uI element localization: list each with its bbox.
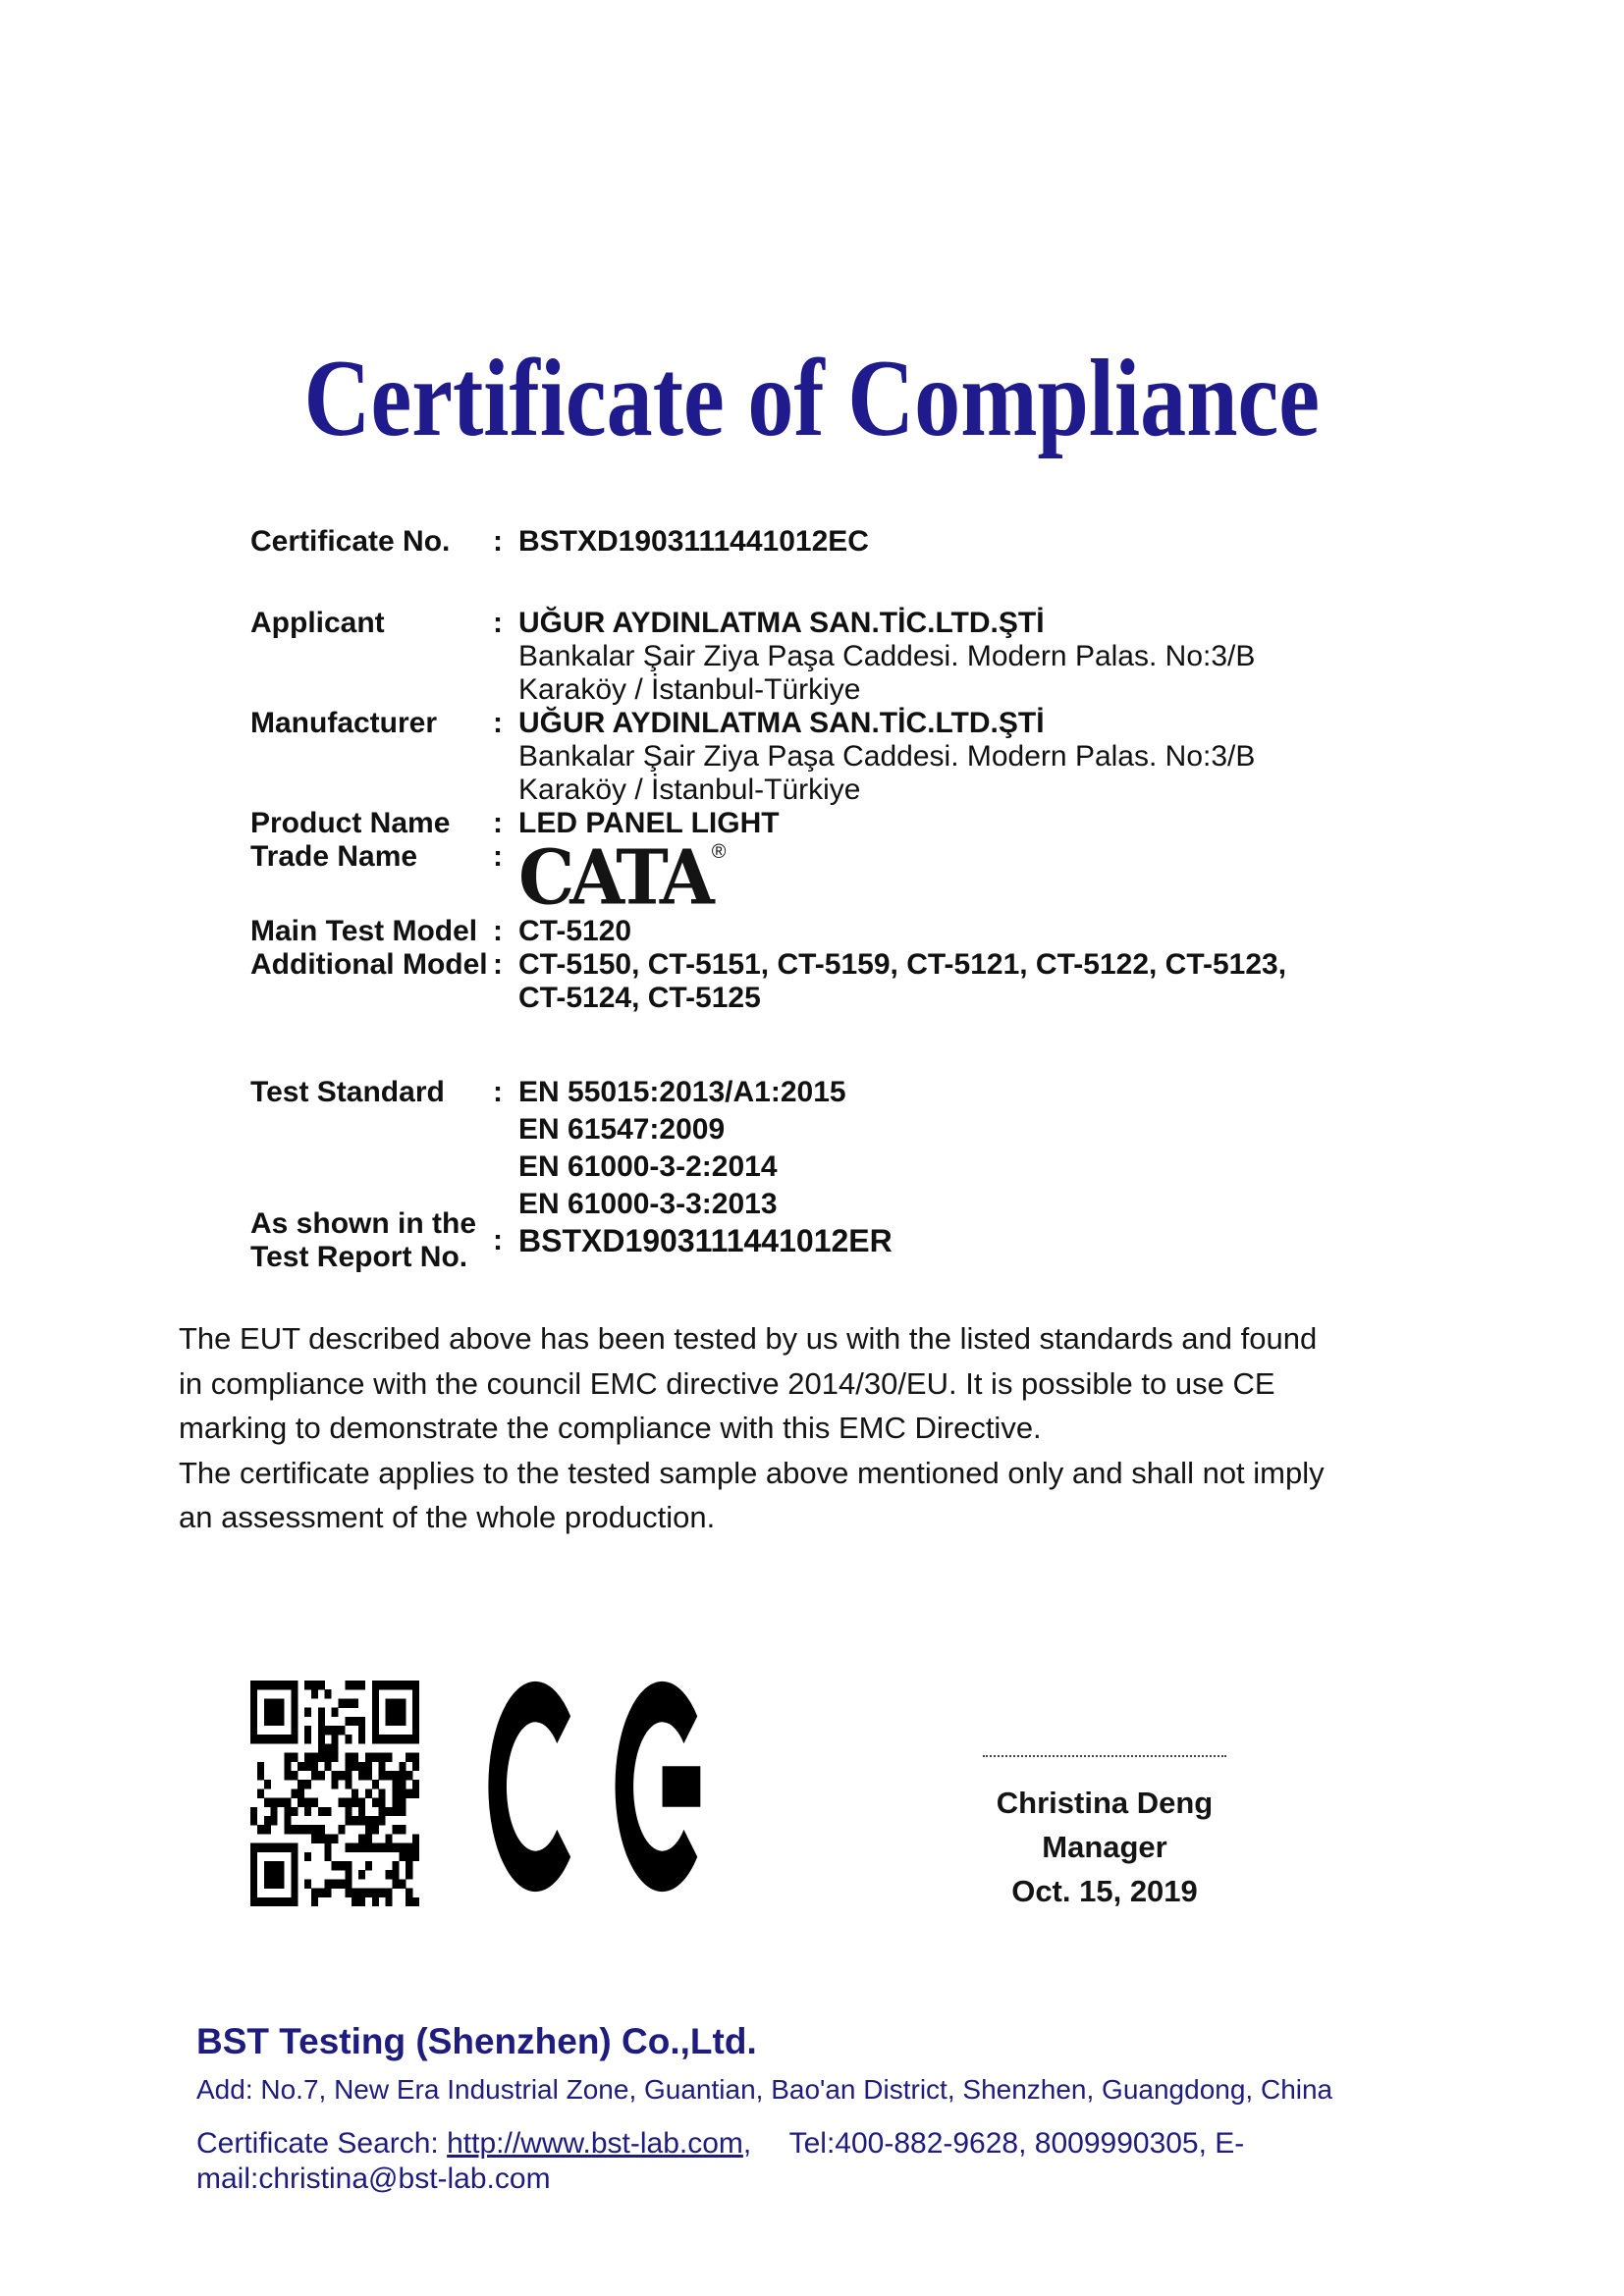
- trade-name-label: Trade Name: [250, 840, 418, 873]
- manufacturer-address-1: Bankalar Şair Ziya Paşa Caddesi. Modern Palas. No:3/B: [518, 740, 1256, 773]
- row-applicant: [250, 607, 1468, 707]
- additional-model-label: Additional Model: [250, 948, 488, 981]
- certificate-no-value: BSTXD1903111441012EC: [518, 525, 869, 558]
- test-report-label-line-2: Test Report No.: [250, 1241, 468, 1273]
- test-standard-label: Test Standard: [250, 1076, 445, 1108]
- compliance-statement: [179, 1316, 1514, 1540]
- statement-line: The EUT described above has been tested by us with the listed standards and found: [179, 1321, 1318, 1356]
- colon: :: [493, 807, 503, 839]
- additional-model-line-2: CT-5124, CT-5125: [518, 982, 761, 1014]
- row-test-report-no: [250, 1207, 1468, 1274]
- qr-code: [250, 1681, 419, 1906]
- statement-line: The certificate applies to the tested sample above mentioned only and shall not imply: [179, 1455, 1325, 1490]
- colon: :: [493, 840, 503, 873]
- page-title-wrap: [0, 338, 1624, 459]
- product-name-value: LED PANEL LIGHT: [518, 807, 780, 839]
- manufacturer-name: UĞUR AYDINLATMA SAN.TİC.LTD.ŞTİ: [518, 707, 1045, 739]
- test-standard-4: EN 61000-3-3:2013: [518, 1188, 778, 1220]
- certificate-search-link[interactable]: http://www.bst-lab.com: [447, 2127, 743, 2160]
- footer-company-name: BST Testing (Shenzhen) Co.,Ltd.: [196, 2021, 757, 2061]
- signature-block: [933, 1755, 1276, 1913]
- signature-date: Oct. 15, 2019: [1011, 1874, 1198, 1908]
- certificate-search-label: Certificate Search:: [196, 2127, 439, 2160]
- row-additional-model: [250, 948, 1468, 1015]
- cata-logo: [518, 832, 727, 922]
- signature-dotted-line: [983, 1755, 1226, 1757]
- row-main-test-model: [250, 915, 1468, 948]
- colon: :: [493, 607, 503, 639]
- registered-trademark-icon: ®: [711, 841, 727, 863]
- colon: :: [493, 525, 503, 558]
- statement-line: an assessment of the whole production.: [179, 1500, 716, 1534]
- certificate-no-label: Certificate No.: [250, 525, 451, 558]
- colon: :: [493, 948, 503, 981]
- row-trade-name: [250, 832, 1468, 922]
- footer-address: Add: No.7, New Era Industrial Zone, Guantian, Bao'an District, Shenzhen, Guangdong, China: [196, 2074, 1333, 2105]
- row-product-name: [250, 807, 1468, 840]
- colon: :: [493, 915, 503, 947]
- main-test-model-label: Main Test Model: [250, 915, 478, 947]
- test-report-label: [250, 1207, 493, 1274]
- test-standard-1: EN 55015:2013/A1:2015: [518, 1076, 846, 1108]
- product-name-label: Product Name: [250, 807, 451, 839]
- row-certificate-no: [250, 525, 1468, 559]
- applicant-label: Applicant: [250, 607, 385, 639]
- applicant-address-2: Karaköy / İstanbul-Türkiye: [518, 673, 861, 706]
- colon: :: [493, 1224, 503, 1256]
- main-test-model-value: CT-5120: [518, 915, 632, 947]
- test-standard-3: EN 61000-3-2:2014: [518, 1150, 778, 1183]
- qr-code-icon: [250, 1681, 419, 1906]
- applicant-name: UĞUR AYDINLATMA SAN.TİC.LTD.ŞTİ: [518, 607, 1045, 639]
- row-test-standard: [250, 1074, 1468, 1223]
- certificate-title: Certificate of Compliance: [303, 338, 1321, 459]
- certificate-info-table: [250, 513, 1468, 1274]
- additional-model-line-1: CT-5150, CT-5151, CT-5159, CT-5121, CT-5122, CT-5123,: [518, 948, 1287, 981]
- test-report-label-line-1: As shown in the: [250, 1207, 477, 1240]
- signer-title: Manager: [1042, 1830, 1167, 1864]
- footer-contact-info: Tel:400-882-9628, 8009990305, E-mail:christina@bst-lab.com: [196, 2127, 1245, 2195]
- row-manufacturer: [250, 707, 1468, 807]
- ce-mark-icon: [488, 1681, 710, 1893]
- colon: :: [493, 1076, 503, 1108]
- search-separator: ,: [742, 2127, 752, 2160]
- cata-logo-text: CATA: [518, 832, 710, 922]
- applicant-address-1: Bankalar Şair Ziya Paşa Caddesi. Modern Palas. No:3/B: [518, 640, 1256, 672]
- manufacturer-address-2: Karaköy / İstanbul-Türkiye: [518, 774, 861, 806]
- test-standard-2: EN 61547:2009: [518, 1113, 726, 1146]
- statement-line: in compliance with the council EMC directive 2014/30/EU. It is possible to use CE: [179, 1365, 1275, 1401]
- footer: [196, 2020, 1492, 2197]
- test-report-value: BSTXD1903111441012ER: [518, 1223, 893, 1258]
- signer-name: Christina Deng: [996, 1786, 1214, 1820]
- statement-line: marking to demonstrate the compliance with this EMC Directive.: [179, 1411, 1042, 1445]
- manufacturer-label: Manufacturer: [250, 707, 438, 739]
- footer-certificate-search-line: [196, 2126, 1492, 2197]
- colon: :: [493, 707, 503, 739]
